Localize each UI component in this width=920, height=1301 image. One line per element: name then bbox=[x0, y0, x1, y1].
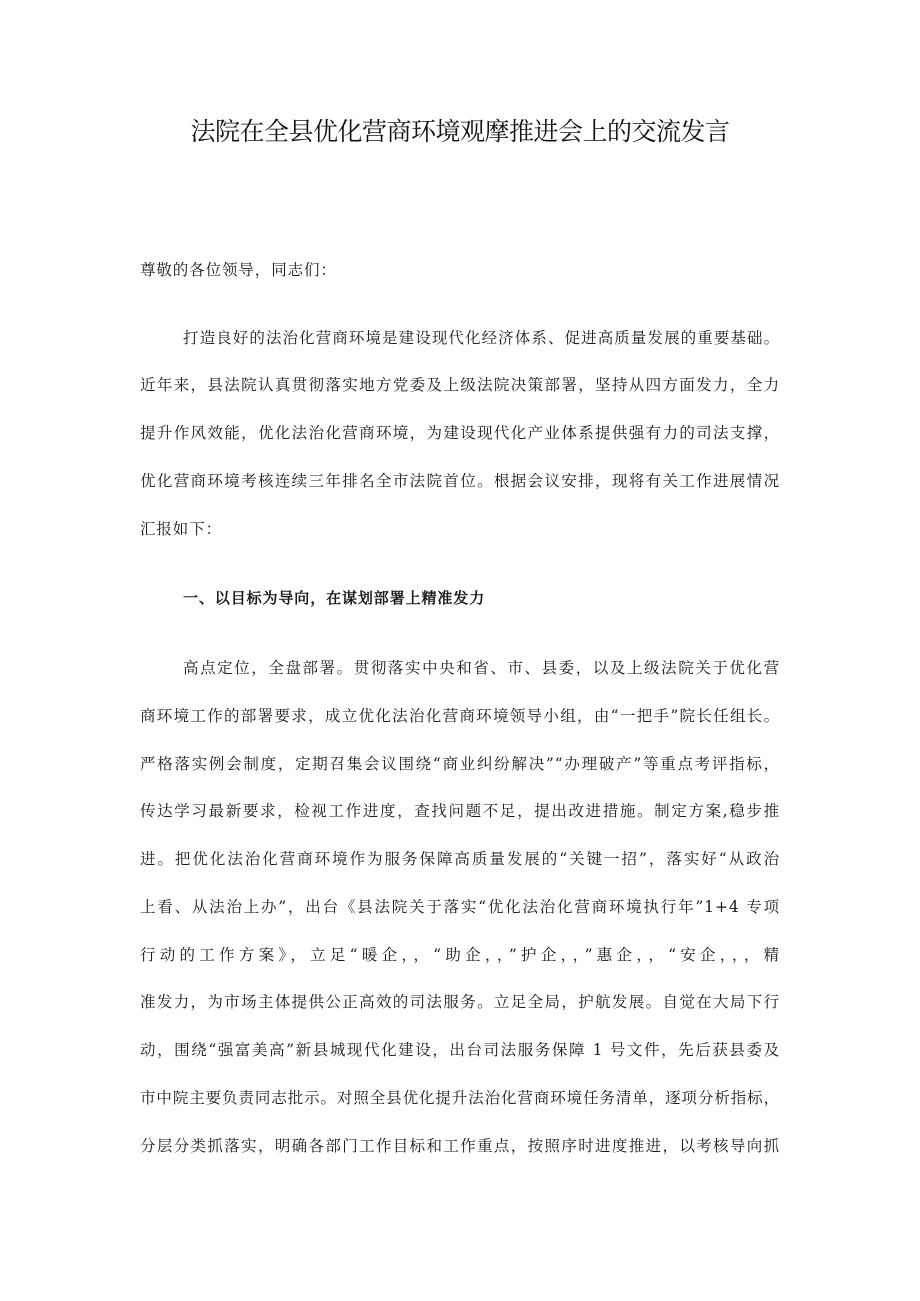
intro-line: 打造良好的法治化营商环境是建设现代化经济体系、促进高质量发展的重要基础。 bbox=[183, 329, 780, 347]
intro-line: 提升作风效能，优化法治化营商环境，为建设现代化产业体系提供强有力的司法支撑， bbox=[140, 424, 780, 442]
section-line: 上看、从法治上办”，出台《县法院关于落实“优化法治化营商环境执行年”1+4 专项 bbox=[140, 898, 780, 916]
section-line: 高点定位，全盘部署。贯彻落实中央和省、市、县委，以及上级法院关于优化营 bbox=[183, 659, 780, 677]
section-line: 分层分类抓落实，明确各部门工作目标和工作重点，按照序时进度推进，以考核导向抓 bbox=[140, 1137, 780, 1155]
intro-line: 汇报如下： bbox=[140, 520, 223, 538]
section-line: 市中院主要负责同志批示。对照全县优化提升法治化营商环境任务清单，逐项分析指标， bbox=[140, 1089, 780, 1107]
section-line: 行动的工作方案》，立足“暖企，，“助企，，”护企，，”惠企，，“安企，，，精 bbox=[140, 946, 780, 964]
section-line: 商环境工作的部署要求，成立优化法治化营商环境领导小组，由“一把手”院长任组长。 bbox=[140, 707, 780, 725]
section-line: 进。把优化法治化营商环境作为服务保障高质量发展的“关键一招”，落实好“从政治 bbox=[140, 850, 780, 868]
section-heading: 一、以目标为导向，在谋划部署上精准发力 bbox=[183, 589, 486, 607]
section-line: 准发力，为市场主体提供公正高效的司法服务。立足全局，护航发展。自觉在大局下行 bbox=[140, 993, 780, 1011]
section-line: 严格落实例会制度，定期召集会议围绕“商业纠纷解决”“办理破产”等重点考评指标， bbox=[140, 755, 780, 773]
document-title: 法院在全县优化营商环境观摩推进会上的交流发言 bbox=[190, 117, 730, 146]
intro-line: 近年来，县法院认真贯彻落实地方党委及上级法院决策部署，坚持从四方面发力，全力 bbox=[140, 376, 780, 394]
section-line: 动，围绕“强富美高”新县城现代化建设，出台司法服务保障 1 号文件，先后获县委及 bbox=[140, 1041, 780, 1059]
intro-line: 优化营商环境考核连续三年排名全市法院首位。根据会议安排，现将有关工作进展情况 bbox=[140, 472, 780, 490]
salutation: 尊敬的各位领导，同志们： bbox=[140, 261, 337, 279]
section-line: 传达学习最新要求，检视工作进度，查找问题不足，提出改进措施。制定方案,稳步推 bbox=[140, 802, 780, 820]
